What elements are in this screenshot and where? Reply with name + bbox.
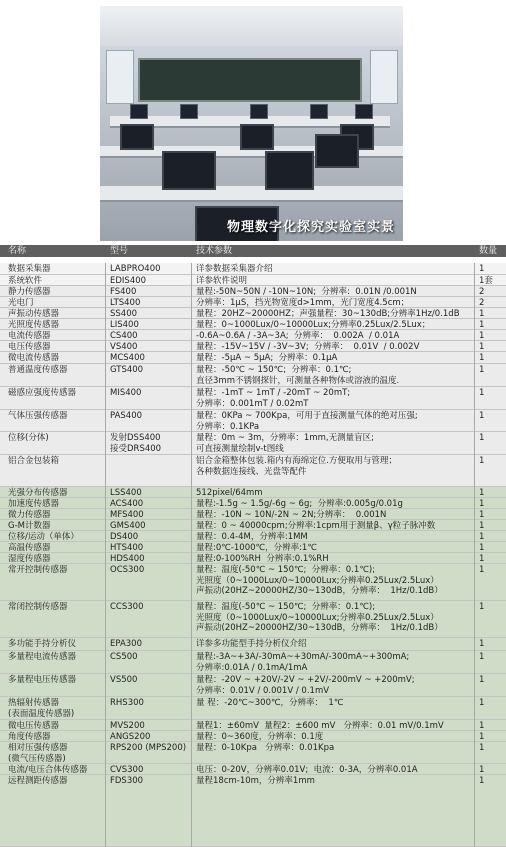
- header-spec: 技术参数: [196, 246, 233, 256]
- cell-model: MIS400: [110, 388, 142, 398]
- table-row: [0, 330, 506, 341]
- cell-model: MCS400: [110, 353, 145, 363]
- cell-name: 湿度传感器: [8, 554, 51, 564]
- table-row: [0, 764, 506, 775]
- column-divider: [474, 263, 475, 847]
- cell-spec: -0.6A~0.6A / -3A~3A; 分辨率： 0.002A / 0.01A: [196, 331, 400, 341]
- cell-name: 高温传感器: [8, 543, 51, 553]
- photo-monitor: [240, 124, 274, 150]
- equipment-table: [0, 245, 506, 847]
- table-row: [0, 697, 506, 720]
- cell-qty: 1: [479, 765, 485, 775]
- cell-spec: 铝合金箱整体包装.箱内有海绵定位.方便取用与管理； 各种数据连接线、光盘等配件: [196, 456, 397, 477]
- table-row: [0, 674, 506, 697]
- cell-spec: 量程:0-100%RH 分辨率:0.1%RH: [196, 554, 329, 564]
- cell-model: 发射DSS400 接受DRS400: [110, 433, 162, 454]
- photo-monitor: [250, 104, 268, 119]
- cell-qty: 1: [479, 411, 485, 421]
- cell-qty: 1: [479, 532, 485, 542]
- cell-qty: 1: [479, 721, 485, 731]
- header-name: 名称: [8, 246, 27, 256]
- cell-qty: 1套: [479, 276, 493, 286]
- cell-name: 多功能手持分析仪: [8, 639, 77, 649]
- photo-monitor: [355, 104, 373, 119]
- cell-spec: 量程：0-10Kpa 分辨率：0.01Kpa: [196, 743, 335, 753]
- table-row: [0, 308, 506, 319]
- cell-name: G-M计数器: [8, 521, 51, 531]
- table-row: [0, 731, 506, 742]
- photo-monitor: [120, 124, 154, 150]
- cell-spec: 详参数据采集器介绍: [196, 264, 273, 274]
- cell-qty: 1: [479, 264, 485, 274]
- cell-qty: 1: [479, 353, 485, 363]
- cell-name: 相对压强传感器 (微气压传感器): [8, 743, 68, 764]
- table-row: [0, 498, 506, 509]
- cell-model: LIS400: [110, 320, 139, 330]
- cell-spec: 详参软件说明: [196, 276, 248, 286]
- table-row: [0, 742, 506, 764]
- cell-model: VS500: [110, 675, 138, 685]
- table-row: [0, 286, 506, 297]
- cell-name: 多量程电流传感器: [8, 652, 77, 662]
- table-row: [0, 410, 506, 432]
- table-row: [0, 455, 506, 487]
- table-row: [0, 564, 506, 601]
- cell-spec: 量程：20HZ~20000HZ；声强量程：30~130dB;分辨率1Hz/0.1dB: [196, 309, 460, 319]
- cell-qty: 1: [479, 698, 485, 708]
- cell-spec: 量程：温度(-50℃ ~ 150℃; 分辨率：0.1℃); 光照度（0~1000Lux/0~10000Lux;分辨率0.25Lux/2.5Lux） 声振动(20HZ~20000HZ/30~130dB，分辨率： 1Hz/0.1dB）: [196, 602, 443, 633]
- table-row: [0, 364, 506, 387]
- cell-name: 普通温度传感器: [8, 365, 68, 375]
- cell-spec: 量程：-50℃ ~ 150℃; 分辨率：0.1℃; 直径3mm不锈钢探针，可测量各种物体或溶液的温度.: [196, 365, 400, 386]
- cell-spec: 量程：-15V~15V / -3V~3V; 分辨率： 0.01V / 0.002V: [196, 342, 420, 352]
- cell-name: 电压传感器: [8, 342, 51, 352]
- table-row: [0, 531, 506, 542]
- cell-model: EPA300: [110, 639, 142, 649]
- cell-model: CS500: [110, 652, 138, 662]
- table-row: [0, 520, 506, 531]
- cell-spec: 量程：0KPa ~ 700Kpa，可用于直接测量气体的绝对压强; 分辨率：0.1KPa: [196, 411, 418, 432]
- cell-name: 声振动传感器: [8, 309, 60, 319]
- cell-model: SS400: [110, 309, 138, 319]
- cell-model: ACS400: [110, 499, 144, 509]
- cell-qty: 1: [479, 565, 485, 575]
- cell-spec: 量程:-50N~50N / -10N~10N; 分辨率: 0.01N /0.001N: [196, 287, 417, 297]
- photo-window: [106, 50, 134, 104]
- photo-monitor: [162, 151, 216, 190]
- cell-model: FDS300: [110, 776, 144, 786]
- photo-window: [370, 50, 398, 104]
- cell-qty: 1: [479, 433, 485, 443]
- cell-qty: 1: [479, 499, 485, 509]
- cell-model: LABPRO400: [110, 264, 161, 274]
- cell-model: CS400: [110, 331, 138, 341]
- cell-model: PAS400: [110, 411, 143, 421]
- lab-photo: [100, 6, 403, 241]
- cell-model: HDS400: [110, 554, 145, 564]
- cell-qty: 1: [479, 309, 485, 319]
- cell-model: MVS200: [110, 721, 145, 731]
- photo-ceiling: [100, 6, 403, 46]
- cell-spec: 量程：0.4-4M，分辨率:1MM: [196, 532, 308, 542]
- cell-name: 位移(分体): [8, 433, 49, 443]
- cell-qty: 1: [479, 732, 485, 742]
- cell-qty: 1: [479, 652, 485, 662]
- photo-monitor: [180, 104, 198, 119]
- cell-spec: 量程1：±60mV 量程2：±600 mV 分辨率：0.01 mV/0.1mV: [196, 721, 444, 731]
- cell-model: RPS200 (MPS200): [110, 743, 187, 753]
- table-row: [0, 341, 506, 352]
- cell-model: CVS300: [110, 765, 144, 775]
- cell-name: 铝合金包装箱: [8, 456, 60, 466]
- cell-qty: 1: [479, 488, 485, 498]
- cell-spec: 量程：0~360度，分辨率：0.1度: [196, 732, 324, 742]
- table-row: [0, 275, 506, 286]
- cell-model: GMS400: [110, 521, 146, 531]
- table-header: [0, 245, 506, 257]
- cell-name: 系统软件: [8, 276, 43, 286]
- photo-monitor: [265, 151, 314, 190]
- table-row: [0, 263, 506, 275]
- cell-name: 光强分布传感器: [8, 488, 68, 498]
- cell-qty: 1: [479, 602, 485, 612]
- table-row: [0, 432, 506, 455]
- cell-qty: 1: [479, 331, 485, 341]
- table-row: [0, 601, 506, 638]
- cell-spec: 量 程：-20℃~300℃，分辨率： 1℃: [196, 698, 344, 708]
- table-row: [0, 775, 506, 847]
- cell-model: OCS300: [110, 565, 145, 575]
- cell-qty: 1: [479, 510, 485, 520]
- cell-model: FS400: [110, 287, 137, 297]
- cell-model: HTS400: [110, 543, 144, 553]
- cell-model: GTS400: [110, 365, 144, 375]
- table-row: [0, 352, 506, 364]
- cell-model: RHS300: [110, 698, 144, 708]
- cell-name: 角度传感器: [8, 732, 51, 742]
- cell-name: 微电压传感器: [8, 721, 60, 731]
- cell-qty: 1: [479, 456, 485, 466]
- photo-monitor: [315, 134, 359, 168]
- cell-model: VS400: [110, 342, 138, 352]
- cell-qty: 1: [479, 388, 485, 398]
- table-row: [0, 387, 506, 410]
- cell-qty: 1: [479, 776, 485, 786]
- table-row: [0, 487, 506, 498]
- table-row: [0, 638, 506, 651]
- cell-name: 电流传感器: [8, 331, 51, 341]
- cell-spec: 量程:-3A~+3A/-30mA~+30mA/-300mA~+300mA; 分辨率:0.01A / 0.1mA/1mA: [196, 652, 410, 673]
- cell-qty: 1: [479, 342, 485, 352]
- cell-spec: 量程:0℃-1000℃，分辨率:1℃: [196, 543, 317, 553]
- photo-monitor: [130, 104, 148, 119]
- cell-name: 多量程电压传感器: [8, 675, 77, 685]
- cell-name: 热辐射传感器 (表面温度传感器): [8, 698, 75, 719]
- table-row: [0, 509, 506, 520]
- cell-spec: 分辨率：1μS，挡光物宽度d>1mm，光门宽度4.5cm；: [196, 298, 410, 308]
- cell-name: 电流/电压合体传感器: [8, 765, 88, 775]
- cell-spec: 量程：0 ~ 40000cpm;分辨率:1cpm用于测量β、γ粒子脉冲数: [196, 521, 436, 531]
- cell-qty: 1: [479, 743, 485, 753]
- photo-caption: 物理数字化探究实验室实景: [226, 220, 395, 235]
- cell-name: 气体压强传感器: [8, 411, 68, 421]
- cell-model: EDIS400: [110, 276, 147, 286]
- cell-qty: 1: [479, 675, 485, 685]
- cell-spec: 量程：0~1000Lux/0~10000Lux;分辨率0.25Lux/2.5Lux；: [196, 320, 431, 330]
- cell-name: 常闭控制传感器: [8, 602, 68, 612]
- cell-qty: 1: [479, 554, 485, 564]
- column-divider: [191, 263, 192, 847]
- cell-qty: 1: [479, 639, 485, 649]
- cell-name: 静力传感器: [8, 287, 51, 297]
- cell-name: 数据采集器: [8, 264, 51, 274]
- cell-spec: 量程：0m ~ 3m，分辨率：1mm,无测量盲区; 可直接测量绘制v-t图线: [196, 433, 374, 454]
- cell-name: 常开控制传感器: [8, 565, 68, 575]
- table-row: [0, 651, 506, 674]
- table-row: [0, 720, 506, 731]
- column-divider: [105, 263, 106, 847]
- cell-model: DS400: [110, 532, 139, 542]
- table-row: [0, 553, 506, 564]
- cell-qty: 1: [479, 521, 485, 531]
- cell-name: 远程测距传感器: [8, 776, 68, 786]
- cell-spec: 量程:-1.5g ~ 1.5g/-6g ~ 6g; 分辨率:0.005g/0.01g: [196, 499, 403, 509]
- cell-name: 磁感应强度传感器: [8, 388, 77, 398]
- cell-name: 位移/运动（单体）: [8, 532, 79, 542]
- cell-qty: 1: [479, 320, 485, 330]
- cell-spec: 512pixel/64mm: [196, 488, 263, 498]
- cell-name: 微力传感器: [8, 510, 51, 520]
- table-row: [0, 319, 506, 330]
- cell-qty: 2: [479, 298, 485, 308]
- cell-model: LSS400: [110, 488, 142, 498]
- cell-spec: 量程18cm-10m，分辨率1mm: [196, 776, 315, 786]
- cell-qty: 1: [479, 365, 485, 375]
- photo-desk: [100, 186, 403, 202]
- cell-name: 微电流传感器: [8, 353, 60, 363]
- cell-name: 加速度传感器: [8, 499, 60, 509]
- cell-name: 光照度传感器: [8, 320, 60, 330]
- table-row: [0, 297, 506, 308]
- header-model: 型号: [110, 246, 129, 256]
- cell-spec: 量程：-10N ~ 10N/-2N ~ 2N;分辨率： 0.001N: [196, 510, 387, 520]
- cell-spec: 量程：温度(-50℃ ~ 150℃; 分辨率：0.1℃); 光照度（0~1000Lux/0~10000Lux;分辨率0.25Lux/2.5Lux） 声振动(20HZ~20000HZ/30~130dB，分辨率： 1Hz/0.1dB）: [196, 565, 443, 596]
- header-qty: 数量: [479, 246, 498, 256]
- cell-model: LTS400: [110, 298, 141, 308]
- cell-qty: 2: [479, 287, 485, 297]
- photo-blackboard: [138, 58, 362, 102]
- cell-name: 光电门: [8, 298, 34, 308]
- cell-qty: 1: [479, 543, 485, 553]
- cell-spec: 量程：-20V ~ +20V/-2V ~ +2V/-200mV ~ +200mV; 分辨率：0.01V / 0.001V / 0.1mV: [196, 675, 415, 696]
- cell-spec: 电压：0-20V，分辨率0.01V; 电流：0-3A，分辨率0.01A: [196, 765, 418, 775]
- cell-model: ANGS200: [110, 732, 151, 742]
- cell-spec: 量程：-5μA ~ 5μA; 分辨率：0.1μA: [196, 353, 338, 363]
- cell-model: MFS400: [110, 510, 144, 520]
- cell-model: CCS300: [110, 602, 144, 612]
- photo-monitor: [310, 104, 328, 119]
- cell-spec: 详参多功能型手持分析仪介绍: [196, 639, 307, 649]
- cell-spec: 量程：-1mT ~ 1mT / -20mT ~ 20mT; 分辨率：0.001mT / 0.02mT: [196, 388, 351, 409]
- table-row: [0, 542, 506, 553]
